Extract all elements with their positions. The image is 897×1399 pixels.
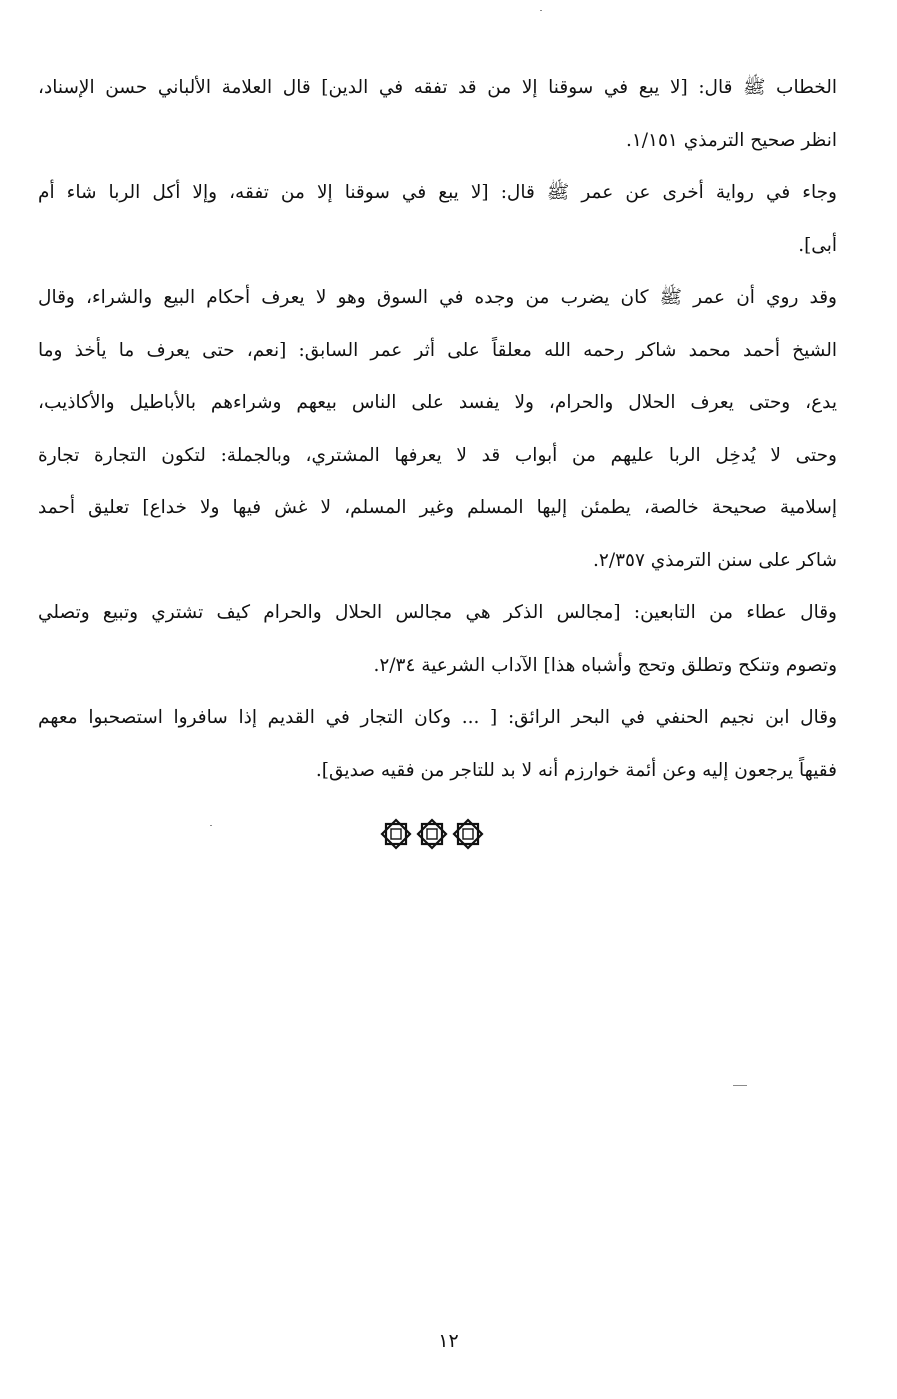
text-line: يدع، وحتى يعرف الحلال والحرام، ولا يفسد على الناس بيعهم وشراءهم بالأباطيل والأكاذيب، (38, 392, 837, 413)
text-line: وجاء في رواية أخرى عن عمر ﷺ قال: [لا يبع في سوقنا إلا من تفقه، وإلا أكل الربا شاء أم (38, 182, 837, 203)
text-line: وقال ابن نجيم الحنفي في البحر الرائق: [ ... وكان التجار في القديم إذا سافروا استصحبوا معهم (38, 707, 837, 728)
section-ornament (380, 816, 484, 852)
body-text (38, 62, 837, 797)
text-line: شاكر على سنن الترمذي ٢/٣٥٧. (593, 549, 837, 571)
text-line: انظر صحيح الترمذي ١/١٥١. (625, 129, 837, 151)
text-line: فقيهاً يرجعون إليه وعن أئمة خوارزم أنه لا بد للتاجر من فقيه صديق]. (315, 759, 837, 781)
text-line: وتصوم وتنكح وتطلق وتحج وأشباه هذا] الآداب الشرعية ٢/٣٤. (373, 654, 837, 676)
arabesque-star-icon (452, 818, 484, 850)
arabesque-star-icon (416, 818, 448, 850)
text-line: إسلامية صحيحة خالصة، يطمئن إليها المسلم وغير المسلم، لا غش فيها ولا خداع] تعليق أحمد (38, 497, 837, 518)
scan-speck (733, 1085, 747, 1086)
scan-speck (540, 10, 542, 11)
text-line: الشيخ أحمد محمد شاكر رحمه الله معلقاً على أثر عمر السابق: [نعم، حتى يعرف ما يأخذ وما (38, 339, 837, 361)
text-line: الخطاب ﷺ قال: [لا يبع في سوقنا إلا من قد تفقه في الدين] قال العلامة الألباني حسن الإسناد، (38, 77, 837, 98)
text-line: أبى]. (798, 234, 837, 256)
text-line: وقد روي أن عمر ﷺ كان يضرب من وجده في السوق وهو لا يعرف أحكام البيع والشراء، وقال (38, 287, 837, 308)
text-line: وحتى لا يُدخِل الربا عليهم من أبواب قد لا يعرفها المشتري، وبالجملة: لتكون التجارة تجارة (38, 444, 837, 466)
arabesque-star-icon (380, 818, 412, 850)
scan-speck (210, 825, 212, 826)
page-number: ١٢ (438, 1330, 459, 1352)
text-line: وقال عطاء من التابعين: [مجالس الذكر هي مجالس الحلال والحرام كيف تشتري وتبيع وتصلي (38, 602, 837, 623)
